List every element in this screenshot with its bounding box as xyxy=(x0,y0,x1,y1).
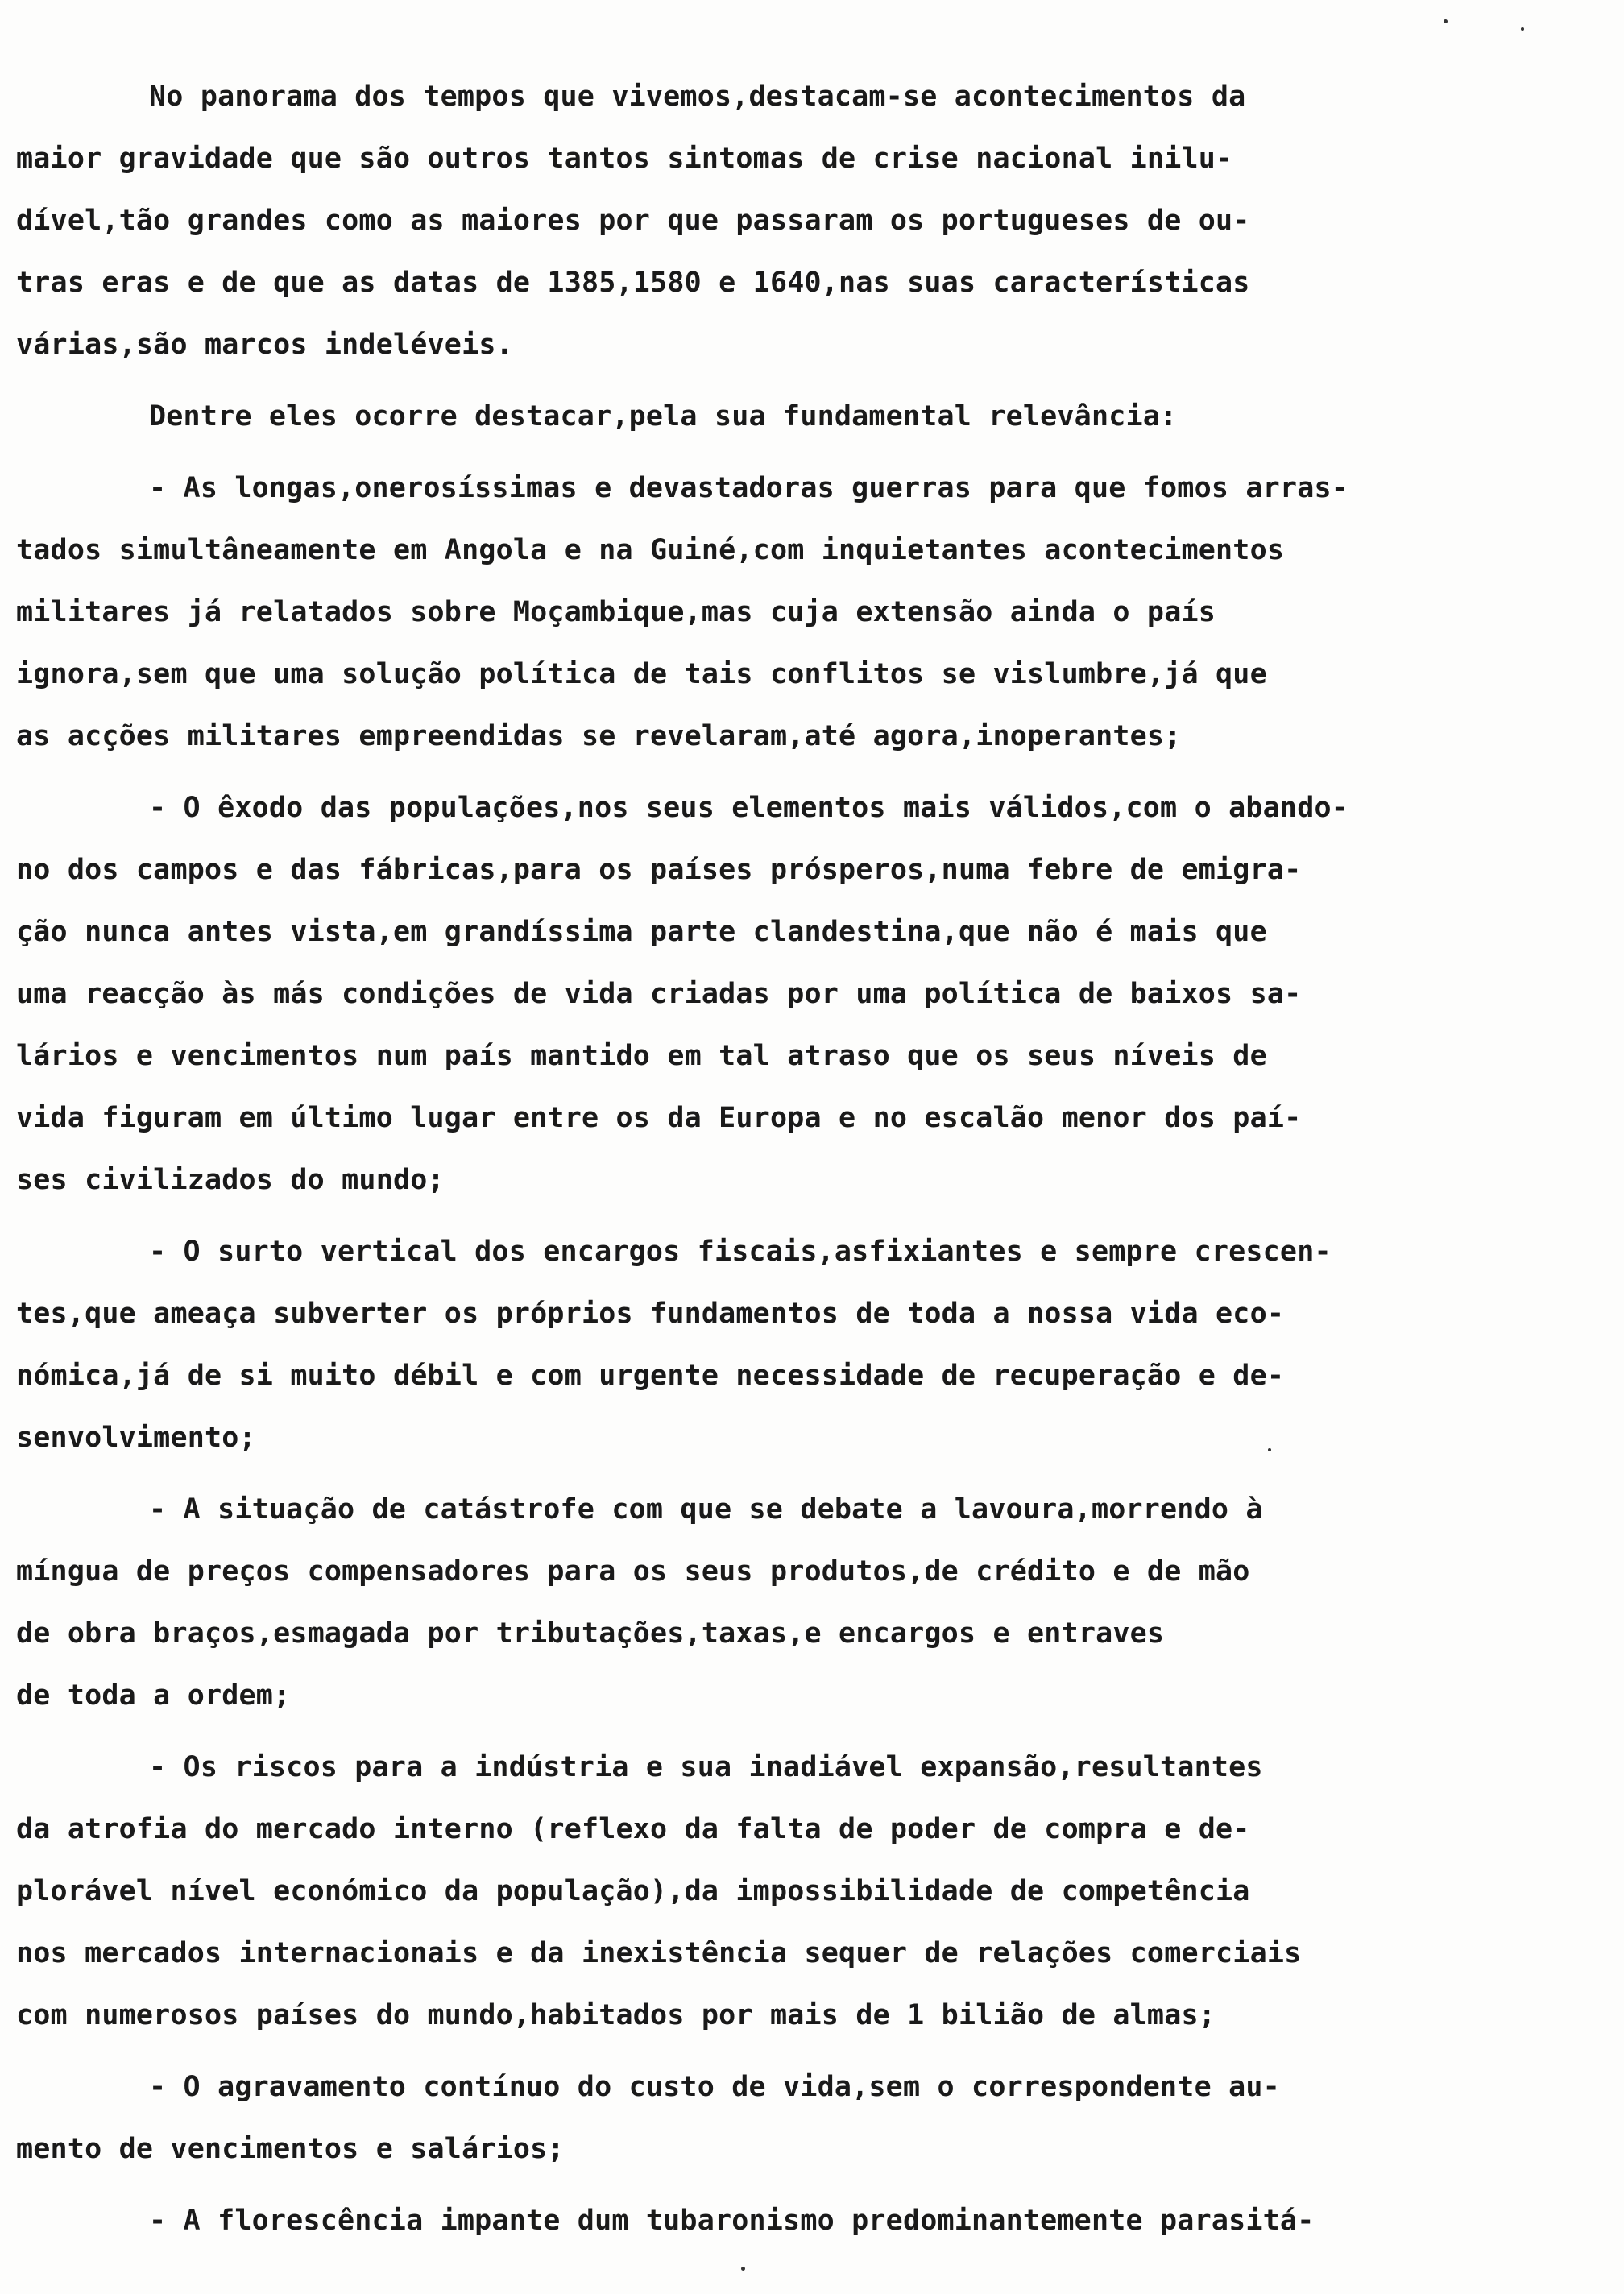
text-line: No panorama dos tempos que vivemos,destacam-se acontecimentos da xyxy=(149,81,1246,113)
text-line: nos mercados internacionais e da inexistência sequer de relações comerciais xyxy=(16,1937,1302,1969)
text-line: - As longas,onerosíssimas e devastadoras guerras para que fomos arras- xyxy=(149,472,1349,504)
text-line: as acções militares empreendidas se revelaram,até agora,inoperantes; xyxy=(16,720,1182,752)
text-line: de obra braços,esmagada por tributações,taxas,e encargos e entraves xyxy=(16,1617,1165,1650)
text-line: dível,tão grandes como as maiores por que passaram os portugueses de ou- xyxy=(16,205,1250,237)
list-item-exodus xyxy=(16,777,1522,1211)
text-line: - O êxodo das populações,nos seus elementos mais válidos,com o abando- xyxy=(149,792,1349,824)
text-line: de toda a ordem; xyxy=(16,1679,291,1712)
paper-speck xyxy=(1444,19,1448,23)
text-line: Dentre eles ocorre destacar,pela sua fundamental relevância: xyxy=(149,400,1178,433)
list-item-agriculture xyxy=(16,1479,1522,1727)
text-line: militares já relatados sobre Moçambique,mas cuja extensão ainda o país xyxy=(16,596,1216,628)
text-line: nómica,já de si muito débil e com urgente necessidade de recuperação e de- xyxy=(16,1360,1285,1392)
text-line: - A florescência impante dum tubaronismo predominantemente parasitá- xyxy=(149,2205,1315,2237)
text-line: - Os riscos para a indústria e sua inadiável expansão,resultantes xyxy=(149,1751,1263,1783)
list-item-taxes xyxy=(16,1221,1522,1469)
text-line: - A situação de catástrofe com que se debate a lavoura,morrendo à xyxy=(149,1493,1263,1526)
text-line: senvolvimento; xyxy=(16,1422,256,1454)
document-body xyxy=(16,66,1522,2252)
text-line: ignora,sem que uma solução política de tais conflitos se vislumbre,já que xyxy=(16,658,1267,690)
text-line: maior gravidade que são outros tantos sintomas de crise nacional inilu- xyxy=(16,143,1233,175)
text-line: tras eras e de que as datas de 1385,1580 e 1640,nas suas características xyxy=(16,267,1250,299)
text-line: com numerosos países do mundo,habitados por mais de 1 bilião de almas; xyxy=(16,1999,1216,2031)
list-item-cost-of-living xyxy=(16,2056,1522,2180)
text-line: lários e vencimentos num país mantido em tal atraso que os seus níveis de xyxy=(16,1040,1267,1072)
list-item-parasitism xyxy=(16,2190,1522,2252)
text-line: tes,que ameaça subverter os próprios fundamentos de toda a nossa vida eco- xyxy=(16,1298,1285,1330)
list-item-wars xyxy=(16,458,1522,768)
text-line: - O agravamento contínuo do custo de vida,sem o correspondente au- xyxy=(149,2071,1280,2103)
text-line: da atrofia do mercado interno (reflexo da falta de poder de compra e de- xyxy=(16,1813,1250,1845)
text-line: mento de vencimentos e salários; xyxy=(16,2133,565,2165)
text-line: vida figuram em último lugar entre os da Europa e no escalão menor dos paí- xyxy=(16,1102,1302,1134)
paragraph-intro xyxy=(16,66,1522,376)
text-line: plorável nível económico da população),da impossibilidade de competência xyxy=(16,1875,1250,1907)
text-line: ção nunca antes vista,em grandíssima parte clandestina,que não é mais que xyxy=(16,916,1267,948)
list-item-industry xyxy=(16,1737,1522,2047)
paragraph-lead-in xyxy=(16,386,1522,448)
paper-speck xyxy=(741,2267,745,2271)
paper-speck xyxy=(1521,27,1524,31)
text-line: uma reacção às más condições de vida criadas por uma política de baixos sa- xyxy=(16,978,1302,1010)
text-line: - O surto vertical dos encargos fiscais,asfixiantes e sempre crescen- xyxy=(149,1236,1332,1268)
text-line: no dos campos e das fábricas,para os países prósperos,numa febre de emigra- xyxy=(16,854,1302,886)
text-line: várias,são marcos indeléveis. xyxy=(16,329,513,361)
text-line: ses civilizados do mundo; xyxy=(16,1164,445,1196)
text-line: míngua de preços compensadores para os seus produtos,de crédito e de mão xyxy=(16,1555,1250,1588)
text-line: tados simultâneamente em Angola e na Guiné,com inquietantes acontecimentos xyxy=(16,534,1285,566)
